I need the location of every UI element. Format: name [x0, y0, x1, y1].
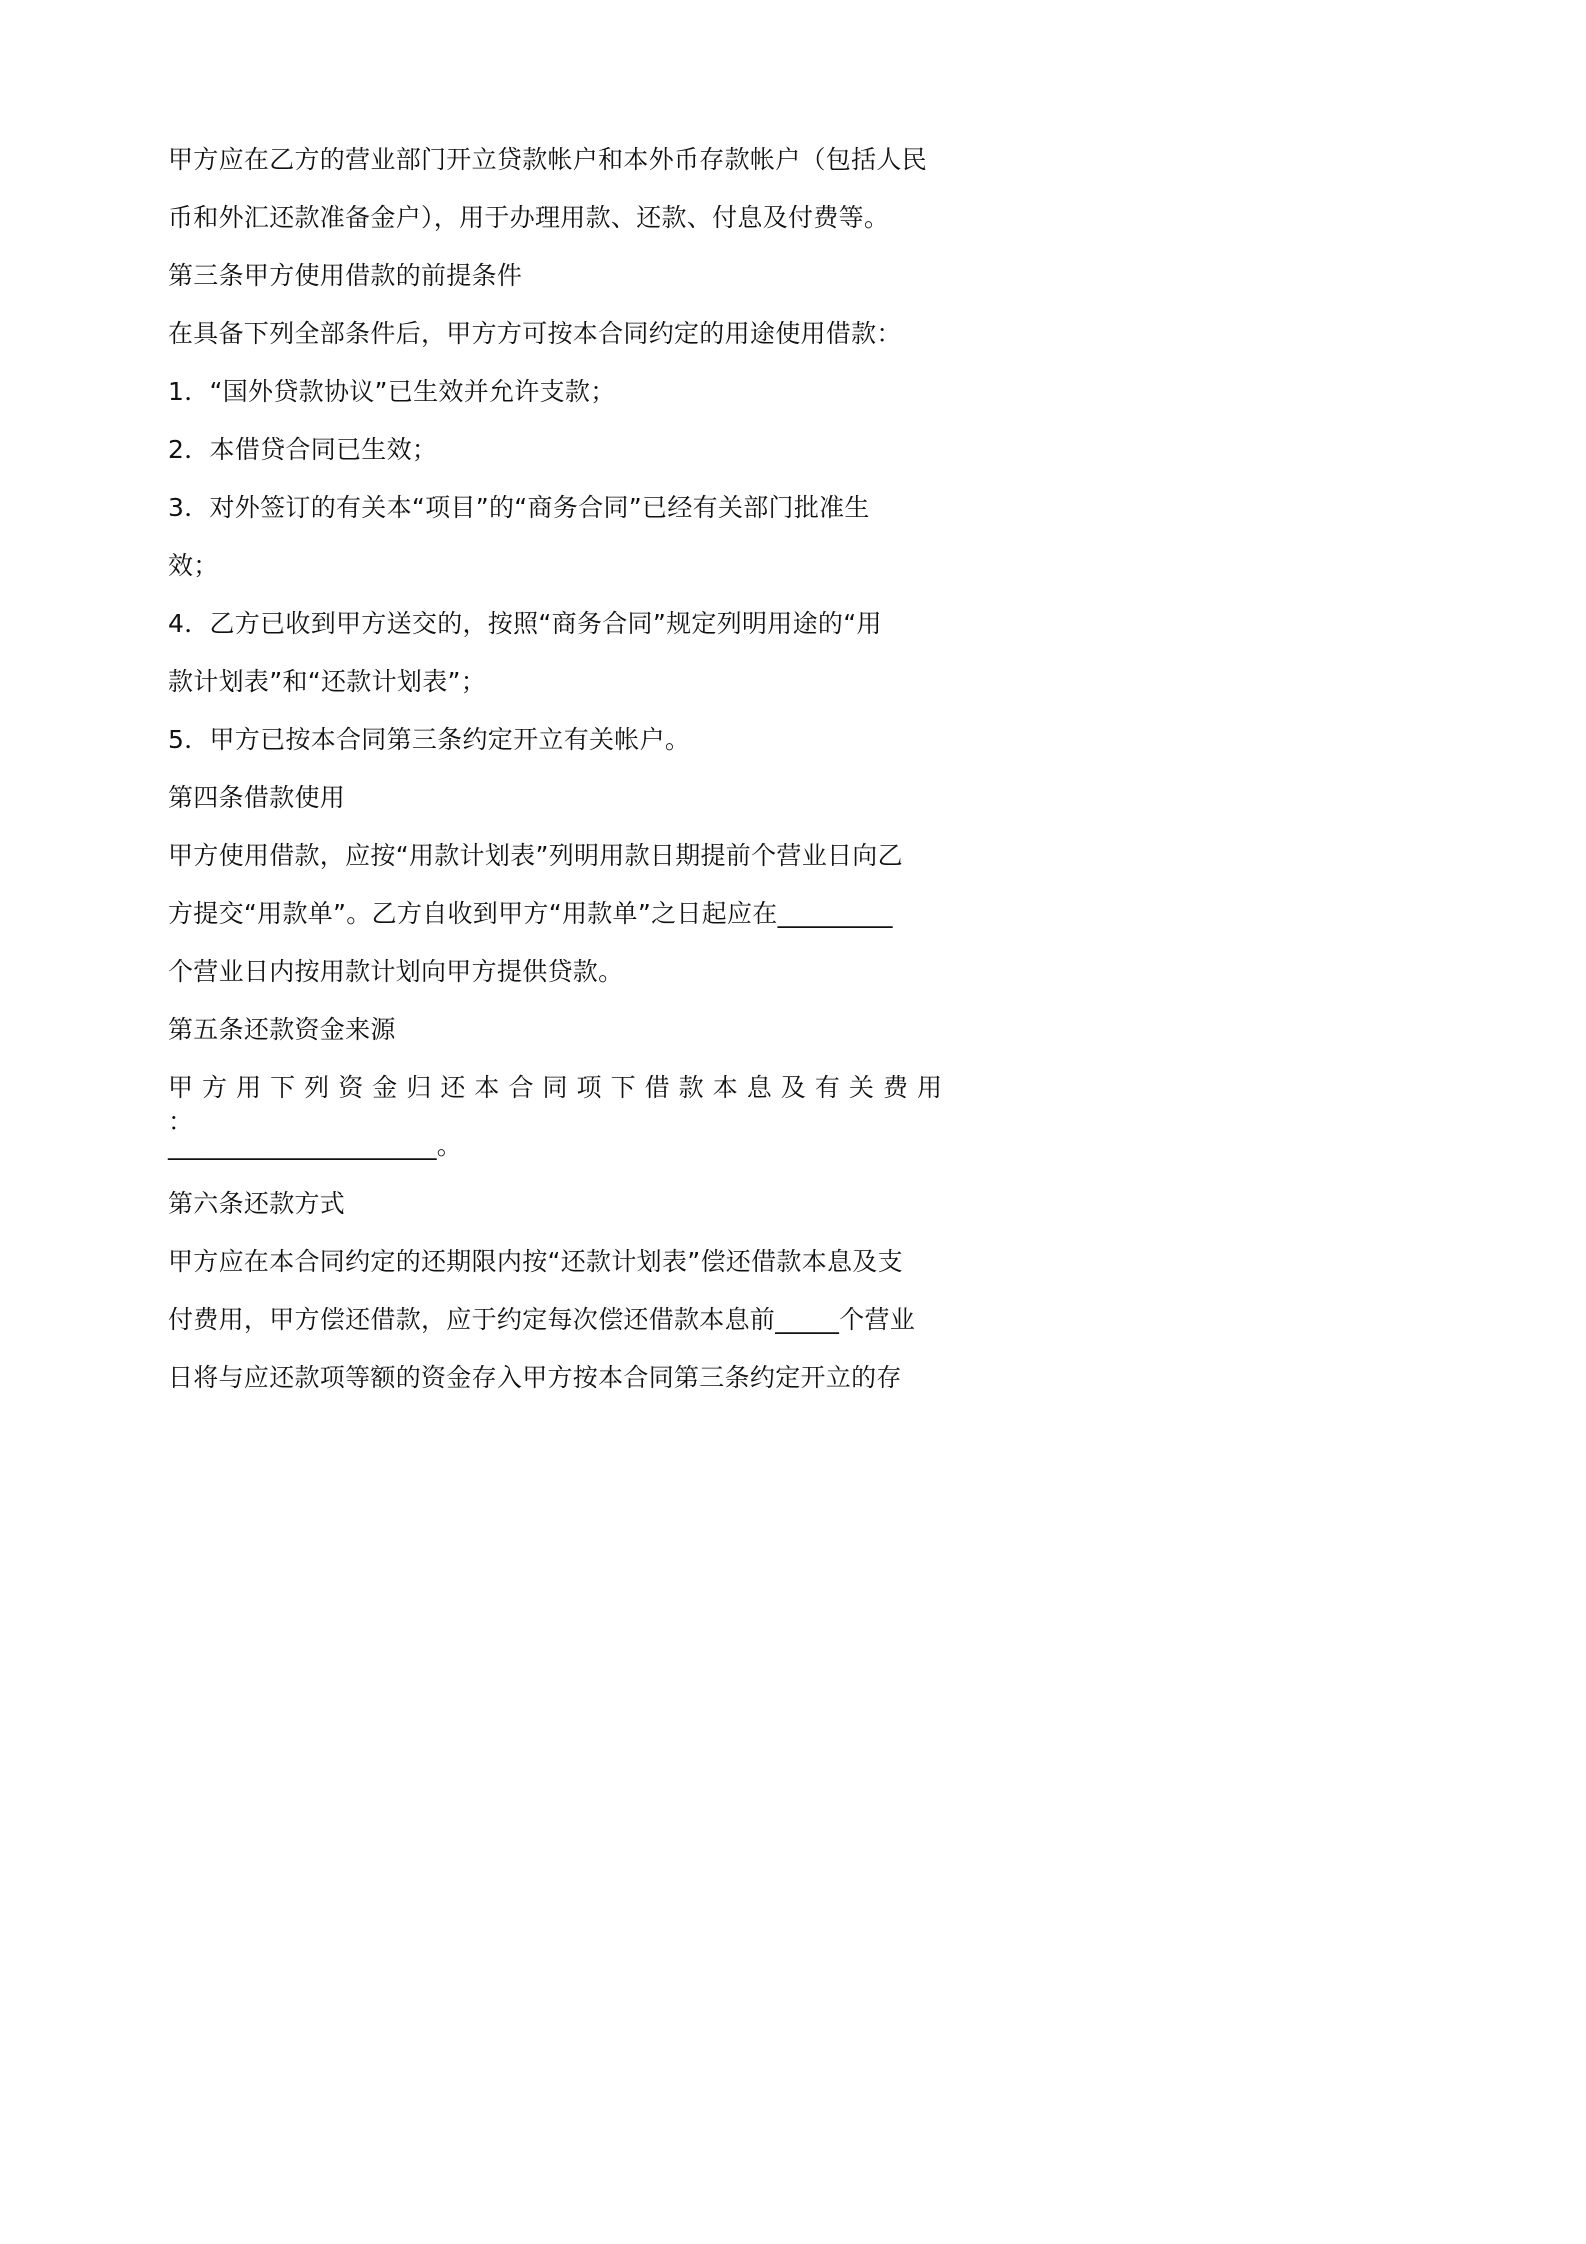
list-item-continuation: 款计划表”和“还款计划表”； — [168, 667, 487, 696]
document-page — [0, 0, 1102, 1558]
paragraph-line: 甲方使用借款，应按“用款计划表”列明用款日期提前个营业日向乙 — [168, 841, 903, 870]
paragraph-line: 个营业日内按用款计划向甲方提供贷款。 — [168, 957, 624, 986]
paragraph-line: 方提交“用款单”。乙方自收到甲方“用款单”之日起应在_________ — [168, 899, 893, 928]
section-heading: 第三条甲方使用借款的前提条件 — [168, 261, 523, 290]
list-item: 3．对外签订的有关本“项目”的“商务合同”已经有关部门批准生 — [168, 493, 870, 522]
paragraph-line: 日将与应还款项等额的资金存入甲方按本合同第三条约定开立的存 — [168, 1363, 902, 1392]
paragraph-line: 甲方应在乙方的营业部门开立贷款帐户和本外币存款帐户（包括人民 — [168, 145, 928, 174]
list-item: 2．本借贷合同已生效； — [168, 435, 438, 464]
paragraph-line: 甲 方 用 下 列 资 金 归 还 本 合 同 项 下 借 款 本 息 及 有 关 费 用 ： — [168, 1073, 942, 1136]
blank-fill-line: _____________________。 — [168, 1131, 463, 1160]
list-item: 1．“国外贷款协议”已生效并允许支款； — [168, 377, 616, 406]
list-item: 4．乙方已收到甲方送交的，按照“商务合同”规定列明用途的“用 — [168, 609, 882, 638]
paragraph-line: 币和外汇还款准备金户），用于办理用款、还款、付息及付费等。 — [168, 203, 890, 232]
section-heading: 第四条借款使用 — [168, 783, 346, 812]
section-heading: 第六条还款方式 — [168, 1189, 346, 1218]
list-item-continuation: 效； — [168, 551, 219, 580]
paragraph-line: 在具备下列全部条件后，甲方方可按本合同约定的用途使用借款： — [168, 319, 902, 348]
section-heading: 第五条还款资金来源 — [168, 1015, 396, 1044]
paragraph-line: 甲方应在本合同约定的还期限内按“还款计划表”偿还借款本息及支 — [168, 1247, 903, 1276]
paragraph-line: 付费用，甲方偿还借款，应于约定每次偿还借款本息前_____个营业 — [168, 1305, 916, 1334]
list-item: 5．甲方已按本合同第三条约定开立有关帐户。 — [168, 725, 691, 754]
